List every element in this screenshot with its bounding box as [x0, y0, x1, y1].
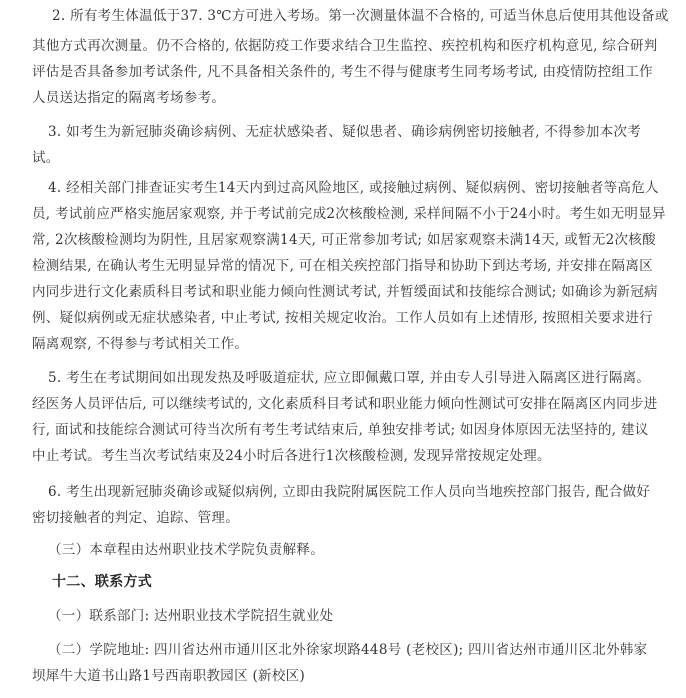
paragraph-3-line-1: 3. 如考生为新冠肺炎确诊病例、无症状感染者、疑似患者、确诊病例密切接触者, 不得参加本次考	[48, 124, 642, 140]
contact-address-line-2: 坝犀牛大道书山路1号西南职教园区 (新校区)	[32, 668, 306, 684]
contact-department: （一）联系部门: 达州职业技术学院招生就业处	[48, 608, 334, 624]
paragraph-7-explanation: （三）本章程由达州职业技术学院负责解释。	[48, 542, 324, 558]
paragraph-2-line-1: 2. 所有考生体温低于37. 3℃方可进入考场。第一次测量体温不合格的, 可适当休息后使用其他设备或	[52, 8, 669, 24]
paragraph-4-line-1: 4. 经相关部门排查证实考生14天内到过高风险地区, 或接触过病例、疑似病例、密切接触者等高危人	[48, 180, 659, 196]
paragraph-5-line-2: 经医务人员评估后, 可以继续考试的, 文化素质科目考试和职业能力倾向性测试可安排在隔离区内同步进	[32, 396, 658, 412]
paragraph-6-line-1: 6. 考生出现新冠肺炎确诊或疑似病例, 立即由我院附属医院工作人员向当地疾控部门报告, 配合做好	[48, 484, 651, 500]
paragraph-4-line-6: 例、疑似病例或无症状感染者, 中止考试, 按相关规定收治。工作人员如有上述情形, 按照相关要求进行	[32, 310, 653, 326]
paragraph-4-line-5: 内同步进行文化素质科目考试和职业能力倾向性测试考试, 并暂缓面试和技能综合测试; 如确诊为新冠病	[32, 284, 658, 300]
section-heading-contact: 十二、联系方式	[52, 574, 153, 590]
paragraph-5-line-3: 行, 面试和技能综合测试可待当次所有考生考试结束后, 单独安排考试; 如因身体原因无法坚持的, 建议	[32, 422, 649, 438]
paragraph-6-line-2: 密切接触者的判定、追踪、管理。	[32, 510, 239, 526]
paragraph-3-line-2: 试。	[32, 150, 60, 166]
paragraph-4-line-2: 员, 考试前应严格实施居家观察, 并于考试前完成2次核酸检测, 采样间隔不小于24小时。考生如无明显异	[32, 206, 666, 222]
paragraph-5-line-1: 5. 考生在考试期间如出现发热及呼吸道症状, 应立即佩戴口罩, 并由专人引导进入隔离区进行隔离。	[48, 370, 651, 386]
paragraph-4-line-7: 隔离观察, 不得参与考试相关工作。	[32, 336, 249, 352]
paragraph-5-line-4: 中止考试。考生当次考试结束及24小时后各进行1次核酸检测, 发现异常按规定处理。	[32, 448, 551, 464]
paragraph-2-line-3: 评估是否具备参加考试条件, 凡不具备相关条件的, 考生不得与健康考生同考场考试, 由疫情防控组工作	[32, 64, 653, 80]
paragraph-4-line-4: 检测结果, 在确认考生无明显异常的情况下, 可在相关疾控部门指导和协助下到达考场, 并安排在隔离区	[32, 258, 653, 274]
paragraph-2-line-4: 人员送达指定的隔离考场参考。	[32, 90, 226, 106]
paragraph-4-line-3: 常, 2次核酸检测均为阴性, 且居家观察满14天, 可正常参加考试; 如居家观察未满14天, 或暂无2次核酸	[32, 232, 656, 248]
paragraph-2-line-2: 其他方式再次测量。仍不合格的, 依据防疫工作要求结合卫生监控、疾控机构和医疗机构意见, 综合研判	[32, 38, 658, 54]
contact-address-line-1: （二）学院地址: 四川省达州市通川区北外徐家坝路448号 (老校区); 四川省达州市通川区北外韩家	[48, 642, 648, 658]
